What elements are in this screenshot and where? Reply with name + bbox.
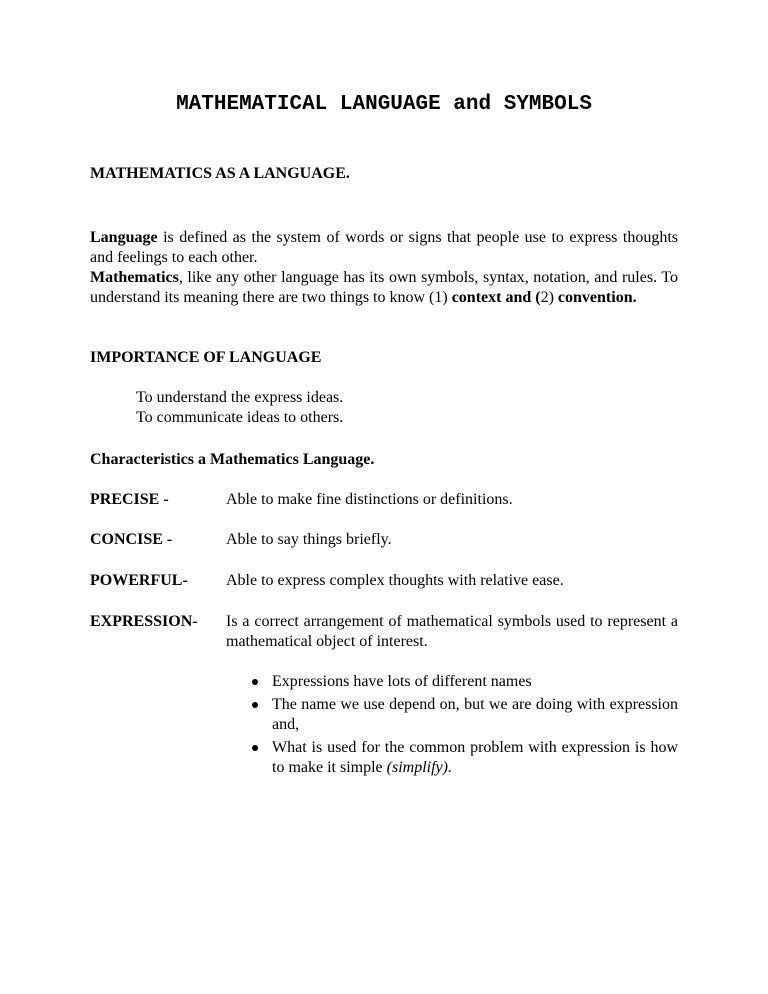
heading-text: MATHEMATICS AS A LANGUAGE.: [90, 165, 350, 182]
document-title: MATHEMATICAL LANGUAGE and SYMBOLS: [176, 93, 592, 116]
mathematics-bold-convention: convention.: [557, 289, 637, 306]
characteristic-term: PRECISE -: [90, 491, 169, 508]
importance-list: [90, 388, 678, 428]
term-mathematics: Mathematics: [90, 269, 179, 286]
expression-bullet-list: [252, 672, 678, 781]
bullet-icon: [252, 702, 258, 708]
characteristic-description: Is a correct arrangement of mathematical symbols used to represent a mathematical object of interest.: [226, 613, 678, 650]
language-paragraph: [90, 228, 678, 268]
bullet-icon: [252, 745, 258, 751]
section-heading-math-language: [90, 164, 678, 184]
language-definition-text: is defined as the system of words or signs that people use to express thoughts and feelings to each other.: [90, 229, 678, 266]
term-language: Language: [90, 229, 158, 246]
characteristic-description: Able to say things briefly.: [226, 531, 392, 548]
characteristic-description: Able to make fine distinctions or definitions.: [226, 491, 513, 508]
heading-text: Characteristics a Mathematics Language.: [90, 451, 375, 468]
bullet-icon: [252, 679, 258, 685]
characteristic-term: EXPRESSION-: [90, 613, 198, 630]
heading-text: IMPORTANCE OF LANGUAGE: [90, 349, 322, 366]
mathematics-paragraph: [90, 268, 678, 308]
mathematics-text-1: , like any other language has its own symbols, syntax, notation, and rules. To understand its meaning there are two things to know (1): [90, 269, 678, 306]
list-item: [252, 695, 678, 735]
mathematics-bold-context: context and (: [451, 289, 541, 306]
list-item: [252, 672, 678, 692]
bullet-italic-text: (simplify).: [386, 759, 452, 776]
section-heading-characteristics: [90, 450, 678, 470]
list-item: [252, 738, 678, 778]
characteristic-description: Able to express complex thoughts with relative ease.: [226, 572, 564, 589]
characteristic-term: POWERFUL-: [90, 572, 188, 589]
mathematics-text-2: 2): [540, 289, 558, 306]
importance-line: To understand the express ideas.: [136, 389, 344, 406]
section-heading-importance: [90, 348, 678, 368]
importance-line: To communicate ideas to others.: [136, 409, 344, 426]
bullet-text: The name we use depend on, but we are doing with expression and,: [272, 696, 678, 733]
bullet-text: What is used for the common problem with expression is how to make it simple: [272, 739, 678, 776]
bullet-text: Expressions have lots of different names: [272, 673, 532, 690]
characteristic-term: CONCISE -: [90, 531, 173, 548]
